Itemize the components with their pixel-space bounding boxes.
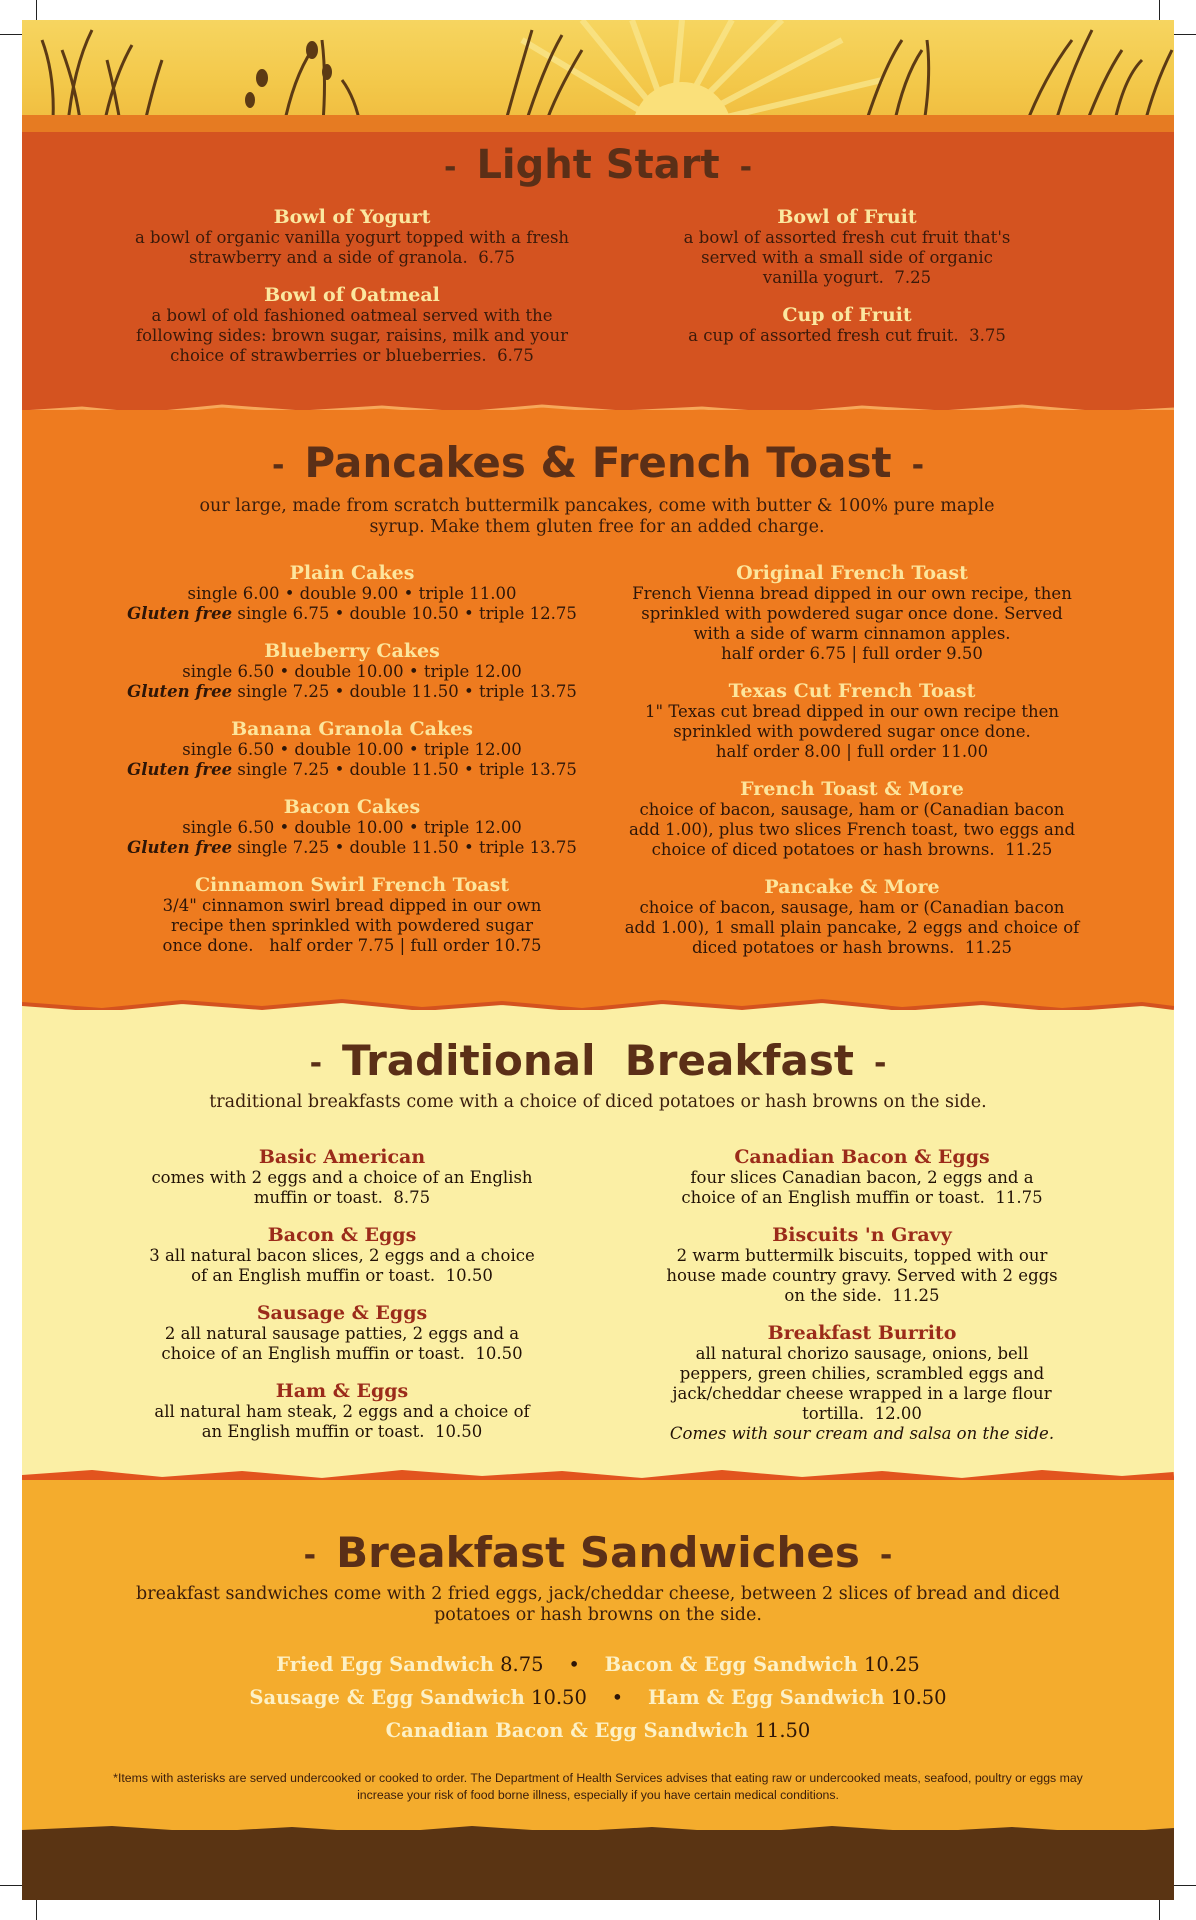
pancakes-right-column <box>622 562 1082 974</box>
gf-prices-text: single 7.25 • double 11.50 • triple 13.75 <box>237 760 577 779</box>
item-description <box>142 1324 542 1364</box>
sandwich-row <box>22 1714 1174 1747</box>
menu-item <box>142 1380 542 1442</box>
section-intro: breakfast sandwiches come with 2 fried eggs, jack/cheddar cheese, between 2 slices of bread and diced potatoes or hash browns on the side. <box>136 1584 1060 1625</box>
gluten-free-label: Gluten free <box>127 682 233 701</box>
item-price: 11.25 <box>1005 840 1053 859</box>
gf-prices-text: single 6.75 • double 10.50 • triple 12.75 <box>237 604 577 623</box>
item-prices: single 6.50 • double 10.00 • triple 12.00 <box>182 740 522 759</box>
sunrise-illustration <box>22 20 1174 135</box>
item-description <box>142 1246 542 1286</box>
sandwich-name: Ham & Egg Sandwich <box>647 1686 885 1709</box>
item-name: Original French Toast <box>736 562 968 584</box>
light-start-section <box>22 132 1174 410</box>
item-description <box>662 1168 1062 1208</box>
section-intro: our large, made from scratch buttermilk pancakes, come with butter & 100% pure maple syrup. Make them gluten free for an added charge. <box>199 496 995 537</box>
title-dash: - <box>271 448 285 483</box>
gluten-free-label: Gluten free <box>127 760 233 779</box>
item-name: Bacon Cakes <box>283 796 421 818</box>
menu-item <box>142 1302 542 1364</box>
item-description: French Vienna bread dipped in our own recipe, then sprinkled with powdered sugar once done. Served with a side of warm cinnamon apples. <box>632 584 1072 643</box>
sandwich-price: 10.50 <box>890 1686 947 1709</box>
sandwich-name: Fried Egg Sandwich <box>276 1653 494 1676</box>
item-description <box>142 1168 542 1208</box>
item-name: Basic American <box>258 1146 426 1168</box>
sandwich-price: 10.50 <box>531 1686 587 1709</box>
menu-item <box>142 1146 542 1208</box>
title-dash: - <box>443 149 457 185</box>
sandwich-row <box>22 1681 1174 1714</box>
title-text: Light Start <box>476 142 720 188</box>
section-title <box>22 1528 1174 1577</box>
item-price: 6.75 <box>497 346 534 365</box>
item-desc-text: 2 all natural sausage patties, 2 eggs and a choice of an English muffin or toast. <box>161 1324 520 1363</box>
sunrise-grass-banner <box>22 20 1174 135</box>
gluten-free-prices <box>92 682 612 702</box>
item-description <box>662 1344 1062 1424</box>
item-name: Cinnamon Swirl French Toast <box>194 874 510 896</box>
item-price: 10.50 <box>435 1422 483 1441</box>
gluten-free-prices <box>92 760 612 780</box>
item-name: Bowl of Oatmeal <box>264 284 440 306</box>
item-price: 10.50 <box>445 1266 493 1285</box>
sandwich-name: Bacon & Egg Sandwich <box>604 1653 858 1676</box>
item-price: 7.25 <box>894 268 932 287</box>
footer-band <box>22 1830 1174 1900</box>
item-prices: single 6.50 • double 10.00 • triple 12.00 <box>182 662 522 681</box>
bullet-separator: • <box>568 1653 580 1676</box>
item-name: Canadian Bacon & Eggs <box>734 1146 990 1168</box>
menu-item <box>662 1224 1062 1306</box>
section-title <box>22 438 1174 487</box>
sandwich-name: Sausage & Egg Sandwich <box>249 1686 525 1709</box>
pancakes-section <box>22 410 1174 1010</box>
item-desc-text: comes with 2 eggs and a choice of an English muffin or toast. <box>151 1168 533 1207</box>
menu-page <box>22 0 1174 1920</box>
item-desc-text: a bowl of organic vanilla yogurt topped with a fresh strawberry and a side of granola. <box>134 228 570 267</box>
menu-item <box>92 640 612 702</box>
gluten-free-label: Gluten free <box>127 838 233 857</box>
item-desc-text: a bowl of old fashioned oatmeal served with the following sides: brown sugar, raisins, milk and your choice of strawberries or blueberries. <box>136 306 568 365</box>
item-name: Texas Cut French Toast <box>728 680 976 702</box>
item-name: Cup of Fruit <box>782 304 912 326</box>
item-desc-text: all natural ham steak, 2 eggs and a choice of an English muffin or toast. <box>154 1402 530 1441</box>
footer-torn-edge <box>22 1823 1174 1837</box>
item-name: Pancake & More <box>764 876 940 898</box>
title-dash: - <box>303 1538 317 1573</box>
item-description <box>682 228 1012 288</box>
item-desc-text: a bowl of assorted fresh cut fruit that's served with a small side of organic vanilla yogurt. <box>683 228 1011 287</box>
title-text: Pancakes & French Toast <box>304 438 892 487</box>
menu-item <box>662 1322 1062 1444</box>
item-description <box>682 326 1012 346</box>
menu-item <box>682 304 1012 346</box>
crop-mark <box>0 1885 22 1886</box>
item-name: Biscuits 'n Gravy <box>772 1224 952 1246</box>
item-name: Bowl of Fruit <box>777 206 917 228</box>
menu-item <box>92 718 612 780</box>
item-description <box>152 896 552 956</box>
health-disclaimer: *Items with asterisks are served undercooked or cooked to order. The Department of Health Services advises that eating raw or undercooked meats, seafood, poultry or eggs may increase your risk of food borne illness, especially if you have certain medical conditions. <box>113 1771 1083 1802</box>
item-price: 10.50 <box>475 1344 523 1363</box>
gluten-free-prices <box>92 604 612 624</box>
item-name: Bacon & Eggs <box>267 1224 417 1246</box>
light-start-left-column <box>122 206 582 382</box>
item-name: Banana Granola Cakes <box>231 718 473 740</box>
sandwich-price: 11.50 <box>754 1719 811 1742</box>
menu-item <box>92 562 612 624</box>
crop-mark <box>1174 1885 1196 1886</box>
sandwich-price: 8.75 <box>500 1653 544 1676</box>
item-desc-text: four slices Canadian bacon, 2 eggs and a choice of an English muffin or toast. <box>681 1168 1034 1207</box>
item-name: French Toast & More <box>740 778 964 800</box>
item-price: 11.25 <box>892 1286 940 1305</box>
item-name: Blueberry Cakes <box>264 640 440 662</box>
item-desc-text: a cup of assorted fresh cut fruit. <box>688 326 959 345</box>
bullet-separator: • <box>611 1686 624 1709</box>
traditional-right-column <box>662 1146 1062 1460</box>
title-dash: - <box>911 448 925 483</box>
item-price: 11.75 <box>995 1188 1043 1207</box>
item-price: 8.75 <box>393 1188 431 1207</box>
menu-item <box>622 876 1082 958</box>
item-price: 12.00 <box>874 1404 922 1423</box>
item-price: half order 7.75 | full order 10.75 <box>269 936 542 955</box>
item-name: Sausage & Eggs <box>256 1302 428 1324</box>
item-desc-text: 3/4" cinnamon swirl bread dipped in our own recipe then sprinkled with powdered sugar once done. <box>162 896 542 955</box>
sandwich-row <box>22 1648 1174 1681</box>
crop-mark <box>1174 34 1196 35</box>
gf-prices-text: single 7.25 • double 11.50 • triple 13.75 <box>237 682 577 701</box>
item-description <box>662 1246 1062 1306</box>
menu-item <box>622 778 1082 860</box>
crop-mark <box>0 34 22 35</box>
title-dash: - <box>879 1538 893 1573</box>
title-dash: - <box>873 1046 887 1081</box>
item-price: 6.75 <box>478 248 516 267</box>
sandwich-price: 10.25 <box>863 1653 920 1676</box>
title-dash: - <box>309 1046 323 1081</box>
item-name: Bowl of Yogurt <box>273 206 431 228</box>
menu-item <box>92 874 612 956</box>
item-price: half order 6.75 | full order 9.50 <box>721 644 983 663</box>
gluten-free-label: Gluten free <box>127 604 233 623</box>
traditional-left-column <box>142 1146 542 1458</box>
menu-item <box>622 562 1082 664</box>
title-text: Breakfast Sandwiches <box>336 1528 860 1577</box>
item-description <box>622 898 1082 958</box>
item-description <box>622 800 1082 860</box>
item-name: Ham & Eggs <box>275 1380 409 1402</box>
item-desc-text: 2 warm buttermilk biscuits, topped with our house made country gravy. Served with 2 eggs on the side. <box>666 1246 1058 1305</box>
section-intro: traditional breakfasts come with a choice of diced potatoes or hash browns on the side. <box>209 1092 987 1112</box>
item-price: 3.75 <box>969 326 1006 345</box>
item-name: Breakfast Burrito <box>767 1322 957 1344</box>
title-text: Traditional Breakfast <box>342 1036 854 1085</box>
gluten-free-prices <box>92 838 612 858</box>
title-dash: - <box>739 149 753 185</box>
item-name: Plain Cakes <box>289 562 415 584</box>
item-description <box>122 306 582 366</box>
sandwich-list <box>22 1648 1174 1747</box>
item-prices: single 6.00 • double 9.00 • triple 11.00 <box>187 584 517 603</box>
item-price: half order 8.00 | full order 11.00 <box>715 742 989 761</box>
menu-item <box>682 206 1012 288</box>
gf-prices-text: single 7.25 • double 11.50 • triple 13.75 <box>237 838 577 857</box>
menu-item <box>662 1146 1062 1208</box>
item-description <box>122 228 582 268</box>
light-start-right-column <box>682 206 1012 362</box>
item-description: 1" Texas cut bread dipped in our own recipe then sprinkled with powdered sugar once done. <box>645 702 1059 741</box>
traditional-breakfast-section <box>22 1010 1174 1480</box>
item-prices: single 6.50 • double 10.00 • triple 12.00 <box>182 818 522 837</box>
item-desc-text: 3 all natural bacon slices, 2 eggs and a choice of an English muffin or toast. <box>149 1246 535 1285</box>
section-title <box>22 1036 1174 1085</box>
menu-item <box>142 1224 542 1286</box>
pancakes-left-column <box>92 562 612 972</box>
item-desc-text: choice of bacon, sausage, ham or (Canadian bacon add 1.00), plus two slices French toast, two eggs and choice of diced potatoes or hash browns. <box>628 800 1076 859</box>
sandwich-name: Canadian Bacon & Egg Sandwich <box>385 1719 749 1742</box>
item-desc-text: choice of bacon, sausage, ham or (Canadian bacon add 1.00), 1 small plain pancake, 2 eggs and choice of diced potatoes or hash browns. <box>624 898 1080 957</box>
item-price: 11.25 <box>964 938 1013 957</box>
menu-item <box>122 284 582 366</box>
menu-item <box>92 796 612 858</box>
menu-item <box>122 206 582 268</box>
menu-item <box>622 680 1082 762</box>
item-description <box>142 1402 542 1442</box>
section-title <box>22 142 1174 188</box>
item-desc-text: all natural chorizo sausage, onions, bell peppers, green chilies, scrambled eggs and jack/cheddar cheese wrapped in a large flour tortilla. <box>672 1344 1052 1423</box>
item-note: Comes with sour cream and salsa on the side. <box>669 1424 1055 1443</box>
